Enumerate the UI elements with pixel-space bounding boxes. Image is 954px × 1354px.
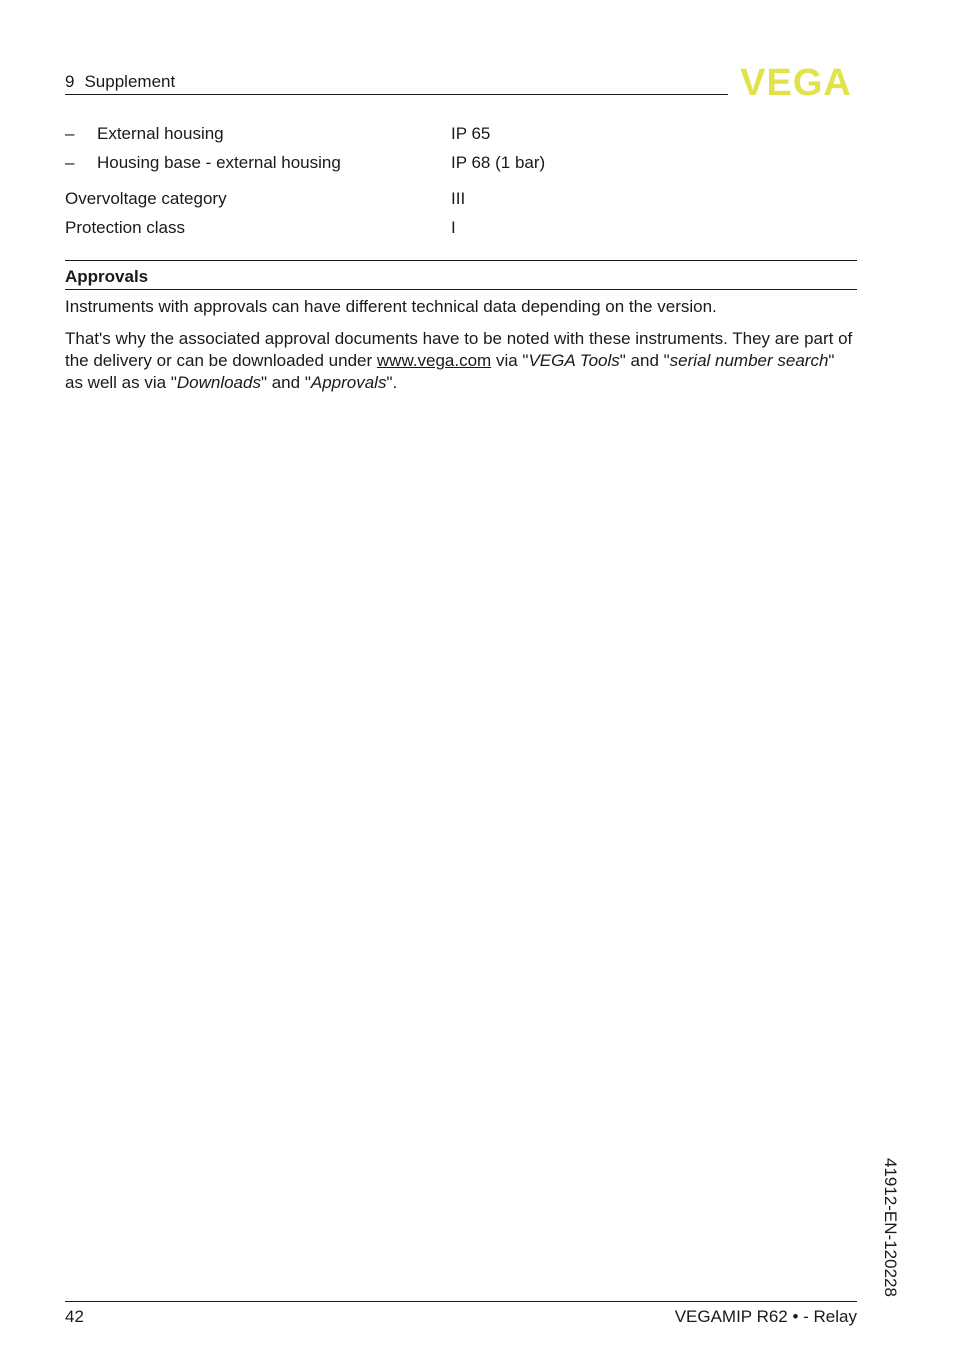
- section-title-approvals: Approvals: [65, 267, 149, 286]
- spec-dash: –: [65, 124, 75, 143]
- logo-text: VEGA: [740, 62, 852, 100]
- approvals-paragraph-2: That's why the associated approval documents have to be noted with these instruments. They are part of the delivery or can be downloaded under www.vega.com via "VEGA Tools" and "serial number search" as well as via "Downloads" and "Approvals".: [65, 329, 853, 392]
- vega-logo: [733, 62, 859, 100]
- spec-label: Housing base - external housing: [97, 153, 341, 172]
- spec-value: IP 68 (1 bar): [451, 153, 546, 172]
- spec-value: IP 65: [451, 124, 491, 143]
- page-number: 42: [65, 1307, 84, 1326]
- footer-divider: [65, 1301, 857, 1302]
- section-bottom-rule: [65, 289, 857, 290]
- spec-label: Protection class: [65, 218, 185, 237]
- chapter-title: Supplement: [84, 72, 176, 91]
- spec-value: III: [451, 189, 466, 208]
- header-divider: [65, 94, 728, 95]
- footer-product-name: VEGAMIP R62 • - Relay: [674, 1307, 857, 1326]
- vega-website-link[interactable]: www.vega.com: [376, 351, 492, 370]
- spec-row: [0, 153, 954, 175]
- spec-label: Overvoltage category: [65, 189, 227, 208]
- spec-dash: –: [65, 153, 75, 172]
- spec-value: I: [451, 218, 456, 237]
- chapter-heading: [65, 72, 175, 92]
- spec-row: [0, 124, 954, 146]
- spec-row: [0, 189, 954, 211]
- chapter-number: 9: [65, 72, 75, 91]
- section-top-rule: [65, 260, 857, 261]
- spec-row: [0, 218, 954, 240]
- approvals-paragraph-1: Instruments with approvals can have different technical data depending on the version.: [65, 297, 717, 316]
- spec-label: External housing: [97, 124, 224, 143]
- document-id: 41912-EN-120228: [881, 1158, 900, 1297]
